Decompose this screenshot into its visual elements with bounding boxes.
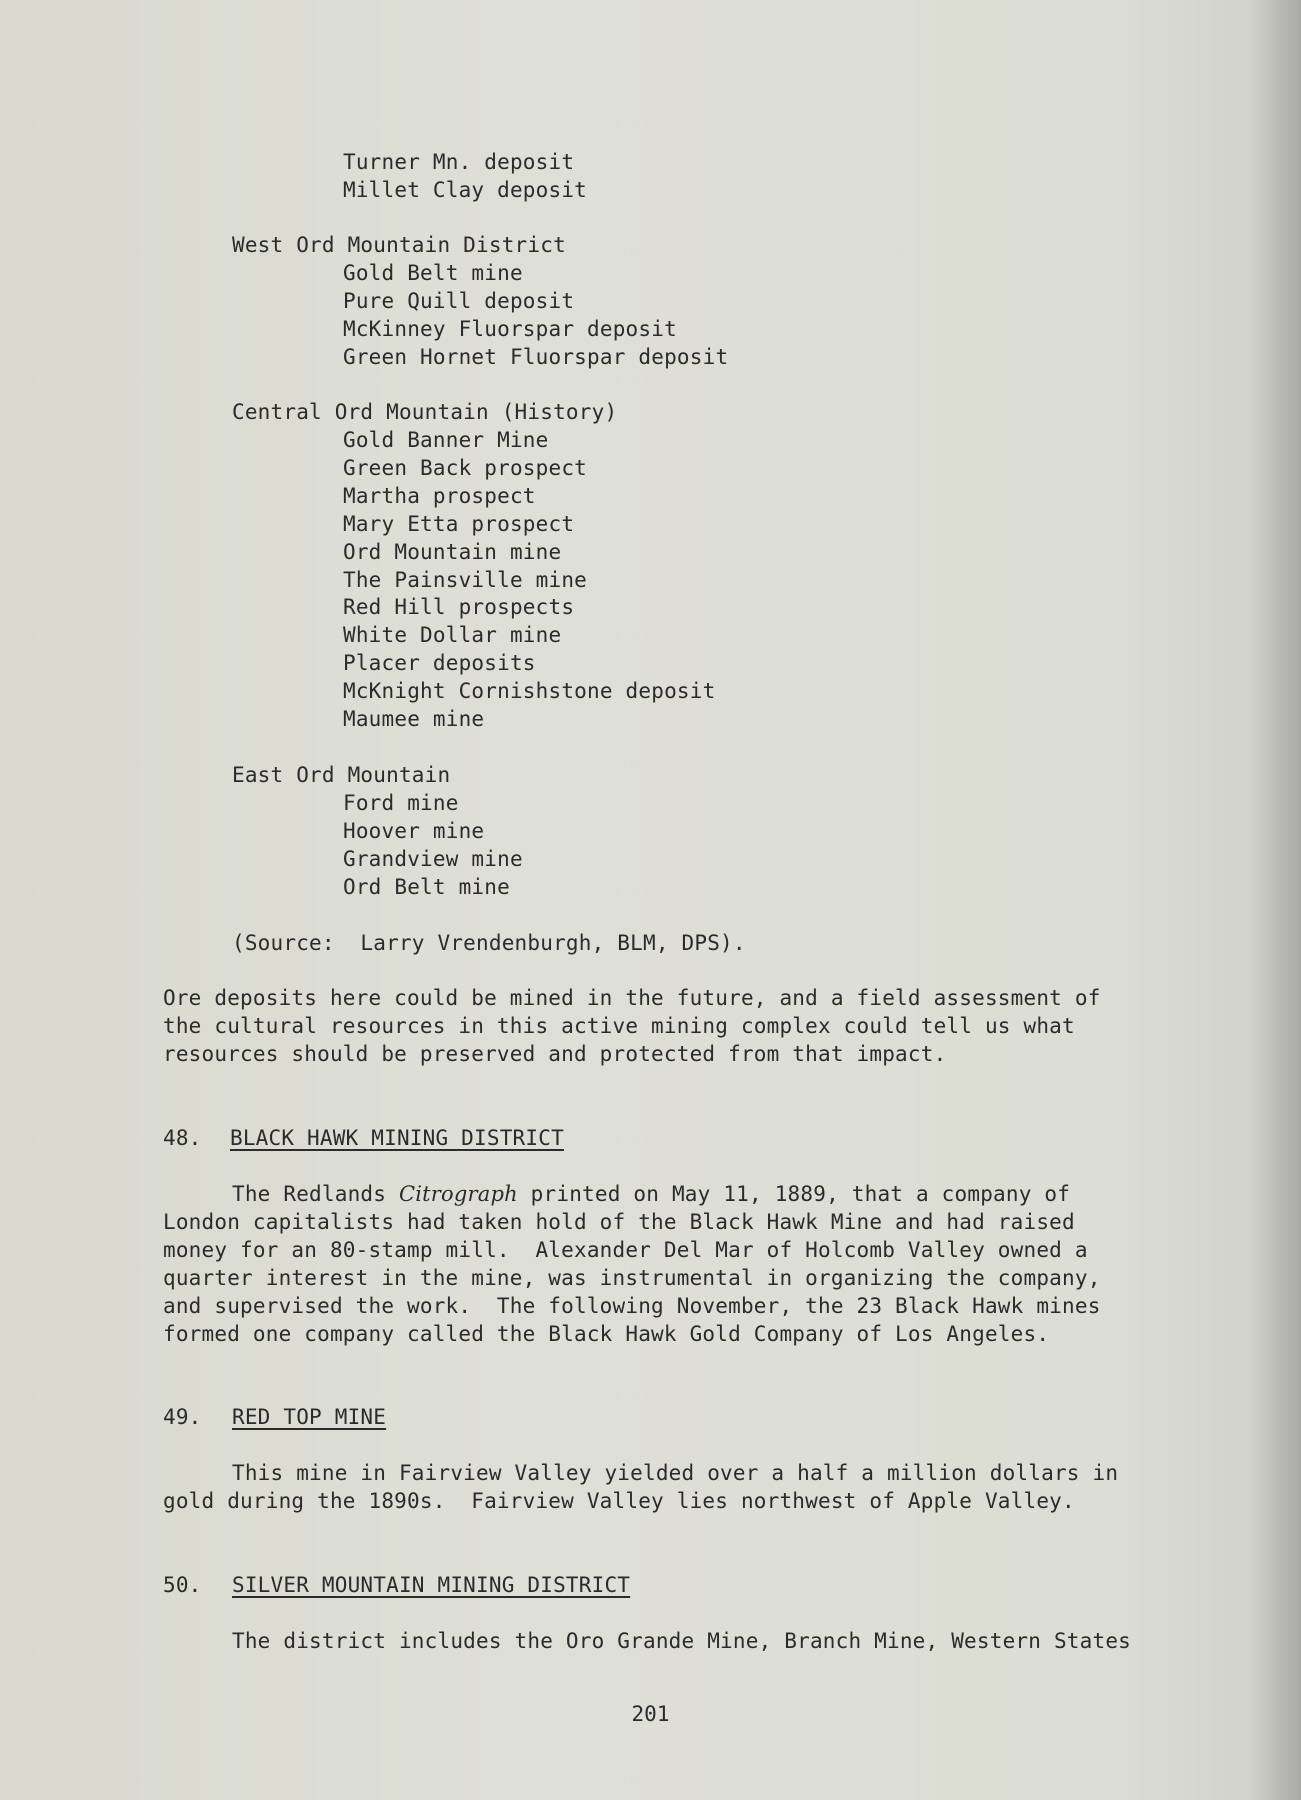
list-item: Turner Mn. deposit (343, 150, 575, 174)
list-item: McKnight Cornishstone deposit (343, 679, 716, 703)
list-item: Mary Etta prospect (343, 512, 575, 536)
section-number: 49. (163, 1405, 202, 1429)
list-item: Gold Belt mine (343, 261, 523, 285)
paragraph-line: formed one company called the Black Hawk Gold Company of Los Angeles. (163, 1322, 1050, 1346)
list-item: Hoover mine (343, 819, 485, 843)
paragraph-line: money for an 80-stamp mill. Alexander Del Mar of Holcomb Valley owned a (163, 1238, 1088, 1262)
list-item: Green Hornet Fluorspar deposit (343, 345, 729, 369)
section-number: 50. (163, 1573, 202, 1597)
paragraph-line: the cultural resources in this active mining complex could tell us what (163, 1014, 1075, 1038)
list-item: Millet Clay deposit (343, 178, 588, 202)
list-item: McKinney Fluorspar deposit (343, 317, 677, 341)
paragraph-line: and supervised the work. The following November, the 23 Black Hawk mines (163, 1294, 1101, 1318)
district-heading: Central Ord Mountain (History) (232, 400, 618, 424)
publication-title: Citrograph (398, 1182, 518, 1206)
paragraph-line: quarter interest in the mine, was instrumental in organizing the company, (163, 1266, 1101, 1290)
list-item: Maumee mine (343, 707, 485, 731)
list-item: Placer deposits (343, 651, 536, 675)
text-run: The Redlands (232, 1182, 399, 1206)
list-item: The Painsville mine (343, 568, 588, 592)
paragraph-line: This mine in Fairview Valley yielded over a half a million dollars in (232, 1461, 1119, 1485)
list-item: Ford mine (343, 791, 459, 815)
paragraph-line (232, 1180, 1070, 1208)
district-heading: East Ord Mountain (232, 763, 451, 787)
paragraph-line: London capitalists had taken hold of the Black Hawk Mine and had raised (163, 1210, 1075, 1234)
paragraph-line: gold during the 1890s. Fairview Valley lies northwest of Apple Valley. (163, 1489, 1075, 1513)
list-item: Green Back prospect (343, 456, 588, 480)
section-title: BLACK HAWK MINING DISTRICT (230, 1126, 564, 1150)
list-item: Martha prospect (343, 484, 536, 508)
list-item: Ord Belt mine (343, 875, 510, 899)
list-item: Pure Quill deposit (343, 289, 575, 313)
paragraph-line: resources should be preserved and protected from that impact. (163, 1042, 947, 1066)
section-title: RED TOP MINE (232, 1405, 387, 1429)
section-number: 48. (163, 1126, 202, 1150)
list-item: White Dollar mine (343, 623, 562, 647)
list-item: Gold Banner Mine (343, 428, 549, 452)
list-item: Ord Mountain mine (343, 540, 562, 564)
paragraph-line: The district includes the Oro Grande Mine, Branch Mine, Western States (232, 1629, 1132, 1653)
paragraph-line: Ore deposits here could be mined in the future, and a field assessment of (163, 986, 1101, 1010)
source-note: (Source: Larry Vrendenburgh, BLM, DPS). (232, 931, 746, 955)
page-number: 201 (631, 1702, 670, 1726)
list-item: Grandview mine (343, 847, 523, 871)
section-title: SILVER MOUNTAIN MINING DISTRICT (232, 1573, 631, 1597)
text-run: printed on May 11, 1889, that a company of (517, 1182, 1071, 1206)
district-heading: West Ord Mountain District (232, 233, 566, 257)
list-item: Red Hill prospects (343, 595, 575, 619)
